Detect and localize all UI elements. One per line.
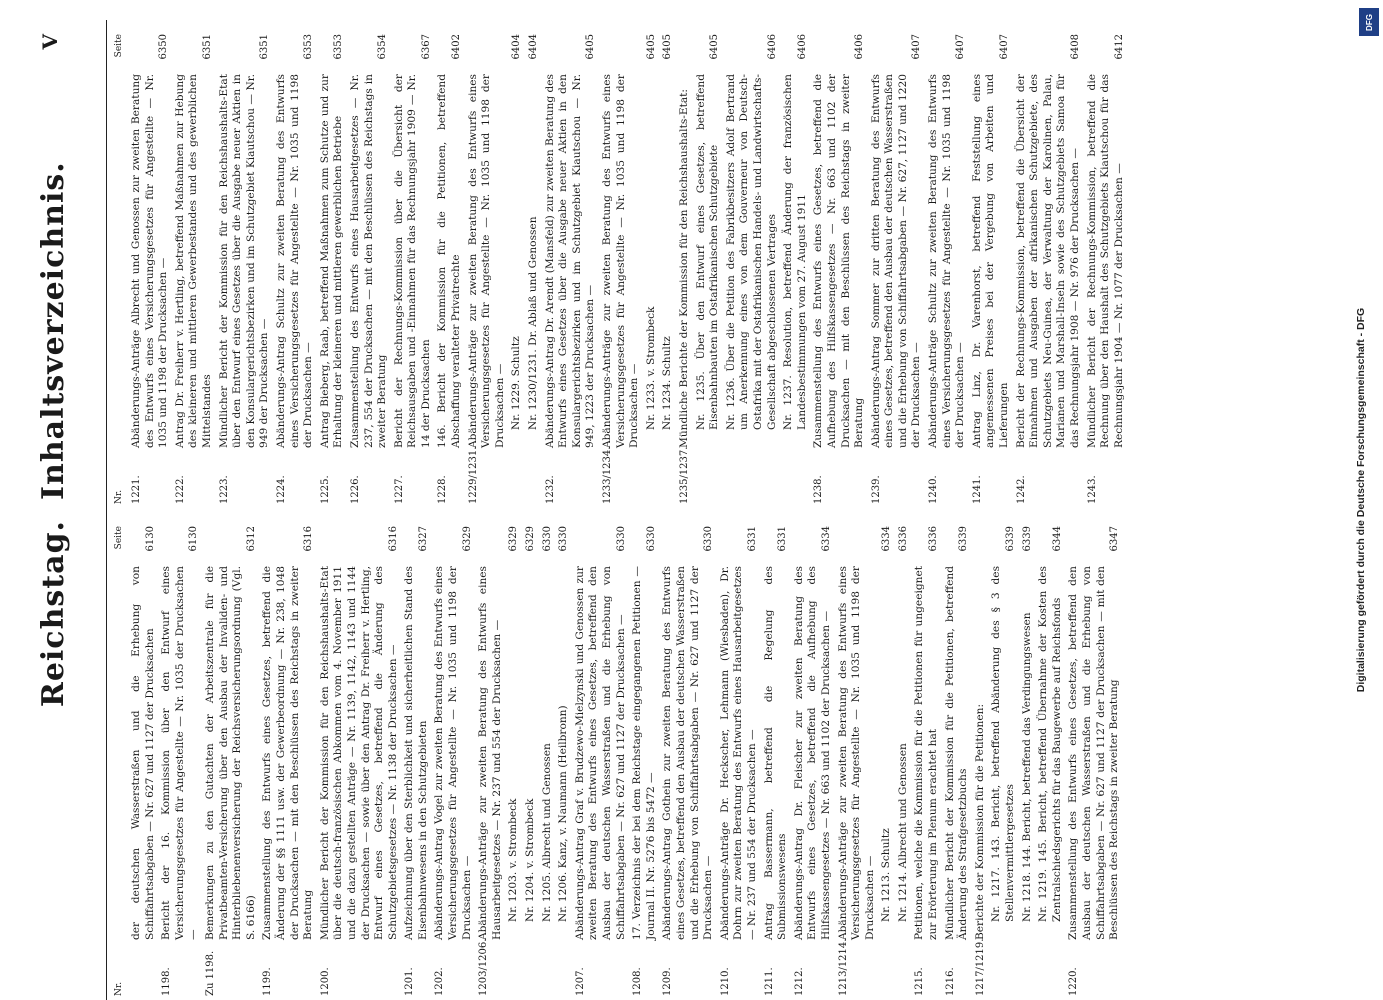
left-entry-list — [130, 526, 1122, 996]
right-entry-list — [130, 34, 1126, 504]
entry-page: 6406 — [854, 34, 866, 60]
entry-page: 6407 — [999, 34, 1011, 60]
dfg-logo-text: DFG — [1364, 13, 1374, 31]
column-header — [114, 34, 130, 504]
page-number: V — [38, 34, 62, 50]
entry-text: Nr. 1230/1231. Dr. Ablaß und Genossen — [527, 216, 540, 430]
index-entry — [812, 34, 866, 504]
entry-page: 6407 — [955, 34, 967, 60]
entry-text: Abänderungs-Anträge Albrecht und Genossen zur zweiten Beratung des Entwurfs eines Versicherungsgesetzes für Angestellte — Nr. 1035 und 1198 der Drucksachen — — [130, 74, 170, 448]
entry-page: 6353 — [303, 34, 315, 60]
entry-page: 6312 — [245, 526, 257, 552]
entry-text: Zusammenstellung des Entwurfs eines Gesetzes, betreffend den Ausbau der deutschen Wasserstraßen und die Erhebung von Schiffahrtsabgaben — Nr. 627 und 1127 der Drucksachen — mit den Beschlüssen des Reichstags in zweiter Beratung — [1067, 566, 1121, 940]
index-entry — [524, 526, 538, 996]
entry-page: 6334 — [881, 526, 893, 552]
entry-page: 6405 — [662, 34, 674, 60]
entry-text: Mündlicher Bericht der Kommission für den Reichshaushalts-Etat über den Entwurf eines Gesetzes über die Ausgabe neuer Aktien in den Konsulargerichtsbezirken und im Schutzgebiet Kiautschou — Nr. 949 der Drucksachen — — [217, 74, 271, 448]
entry-page: 6331 — [777, 526, 789, 552]
index-entry — [725, 34, 779, 504]
entry-text: Antrag Bassermann, betreffend die Regelung des Submissionswesens — [762, 566, 789, 940]
left-column — [114, 526, 1334, 996]
entry-text: Mündlicher Bericht der Rechnungs-Kommission, betreffend die Rechnung über den Haushalt des Schutzgebiets Kiautschou für das Rechnungsjahr 1904 — Nr. 1077 der Drucksachen — — [1085, 74, 1125, 448]
entry-page: 6344 — [1051, 526, 1063, 552]
index-entry — [510, 34, 524, 504]
entry-text: Nr. 1234. Schultz — [661, 336, 674, 430]
index-entry — [541, 526, 555, 996]
entry-page: 6353 — [333, 34, 345, 60]
index-entry — [544, 34, 598, 504]
index-entry — [990, 526, 1017, 996]
index-entry — [927, 34, 968, 504]
entry-page: 6354 — [377, 34, 389, 60]
index-entry — [393, 34, 434, 504]
entry-text: Abänderungs-Anträge Schultz zur zweiten Beratung des Entwurfs eines Versicherungsgesetzes für Angestellte — Nr. 1035 und 1198 der Drucksachen — — [927, 74, 967, 448]
column-header — [114, 526, 130, 996]
entry-text: Berichte der Kommission für die Petitionen: — [973, 703, 986, 940]
entry-number: 1227. — [393, 475, 405, 504]
nr-column-label: Nr. — [114, 489, 124, 504]
index-entry — [974, 526, 988, 996]
entry-number: 1223. — [218, 475, 230, 504]
entry-page: 6339 — [1021, 526, 1033, 552]
entry-text: Nr. 1236. Über die Petition des Fabrikbesitzers Adolf Bertrand um Anerkennung eines von dem Gouverneur von Deutsch-Ostafrika mit der Ostafrikanischen Handels- und Landwirtschafts-Gesellschaft abgeschlossenen Vertrages — [724, 74, 778, 430]
entry-text: Nr. 1214. Albrecht und Genossen — [896, 743, 909, 922]
index-entry — [467, 34, 508, 504]
page-column-label: Seite — [114, 526, 124, 550]
entry-page: 6405 — [585, 34, 597, 60]
index-entry — [319, 34, 346, 504]
entry-number: 1235/1237. — [678, 446, 690, 504]
index-entry — [275, 34, 316, 504]
index-entry — [477, 526, 504, 996]
entry-number: 1207. — [574, 967, 586, 996]
entry-text: Nr. 1233. v. Strombeck — [644, 306, 657, 430]
entry-number: 1222. — [174, 475, 186, 504]
entry-number: 1238. — [813, 475, 825, 504]
entry-page: 6402 — [451, 34, 463, 60]
entry-page: 6405 — [709, 34, 721, 60]
entry-page: 6329 — [525, 526, 537, 552]
entry-text: Abänderungs-Anträge zur zweiten Beratung des Entwurfs eines Versicherungsgesetzes für Angestellte — Nr. 1035 und 1198 der Drucksachen — — [601, 74, 641, 448]
index-entry — [557, 526, 571, 996]
entry-page: 6405 — [645, 34, 657, 60]
entry-page: 6336 — [928, 526, 940, 552]
index-entry — [261, 526, 315, 996]
entry-text: Nr. 1218. 144. Bericht, betreffend das Verdingungswesen — [1020, 612, 1033, 922]
index-entry — [130, 34, 171, 504]
entry-page: 6404 — [528, 34, 540, 60]
index-entry — [319, 526, 401, 996]
entry-page: 6330 — [541, 526, 553, 552]
entry-text: Nr. 1237. Resolution, betreffend Änderung der französischen Landesbestimmungen vom 27. August 1911 — [782, 74, 808, 430]
index-entry — [695, 34, 722, 504]
entry-number: 1232. — [544, 475, 556, 504]
entry-number: 1225. — [319, 475, 331, 504]
index-entry — [527, 34, 541, 504]
entry-text: Mündlicher Bericht der Kommission für den Reichshaushalts-Etat über die deutsch-französischen Abkommen vom 4. November 1911 und die dazu gestellten Anträge — Nr. 1139, 1142, 1143 und 1144 der Drucksachen — sowie über den Antrag Dr. Freiherr v. Hertling, Entwurf eines Gesetzes, betreffend die Änderung des Schutzgebietsgesetzes — Nr. 1138 der Drucksachen — — [318, 566, 399, 940]
entry-text: Bericht der 16. Kommission über den Entwurf eines Versicherungsgesetzes für Angestellte — Nr. 1035 der Drucksachen — — [160, 566, 200, 940]
entry-number: 1224. — [275, 475, 287, 504]
entry-page: 6316 — [303, 526, 315, 552]
entry-page: 6336 — [897, 526, 909, 552]
index-entry — [661, 526, 715, 996]
index-entry — [1086, 34, 1127, 504]
index-entry — [507, 526, 521, 996]
entry-text: Aufzeichnung über den Sterblichkeit und sicherheitlichen Stand des Eisenbahnwesens in den Schutzgebieten — [403, 566, 429, 940]
footer-credit: Digitalisierung gefördert durch die Deutsche Forschungsgemeinschaft - DFG — [1355, 307, 1367, 693]
entry-number: 1240. — [928, 475, 940, 504]
entry-text: Nr. 1217. 143. Bericht, betreffend Abänderung des § 3 des Stellenvermittlergesetzes — [990, 566, 1017, 922]
index-entry — [678, 34, 692, 504]
index-entry — [403, 526, 430, 996]
entry-number: 1220. — [1068, 967, 1080, 996]
entry-text: Abänderungs-Antrag Sommer zur dritten Beratung des Entwurfs eines Gesetzes, betreffend den Ausbau der deutschen Wasserstraßen und die Erhebung von Schiffahrtsabgaben — Nr. 627, 1127 und 1220 der Drucksachen — — [869, 74, 923, 448]
entry-text: Abänderungs-Antrag Vogel zur zweiten Beratung des Entwurfs eines Versicherungsgesetzes für Angestellte — Nr. 1035 und 1198 der Drucksachen — — [433, 566, 473, 940]
index-entry — [870, 34, 924, 504]
entry-number: 1215. — [914, 967, 926, 996]
index-entry — [782, 34, 809, 504]
entry-number: 1243. — [1086, 475, 1098, 504]
index-entry — [1021, 526, 1035, 996]
entry-number: 1208. — [632, 967, 644, 996]
entry-page: 6407 — [911, 34, 923, 60]
entry-page: 6330 — [703, 526, 715, 552]
entry-text: Bericht der Rechnungs-Kommission, betreffend die Übersicht der Einnahmen und Ausgaben der afrikanischen Schutzgebiete, des Schutzgebiets Neu-Guinea, der Verwaltung der Karolinen, Palau, Marianen und Marshall-Inseln sowie des Schutzgebiets Samoa für das Rechnungsjahr 1908 — Nr. 976 der Drucksachen — — [1014, 74, 1081, 448]
entry-number: 1199. — [262, 967, 274, 996]
entry-number: 1216. — [944, 967, 956, 996]
entry-text: Zusammenstellung des Entwurfs eines Hausarbeitgesetzes — Nr. 237, 554 der Drucksachen — mit den Beschlüssen des Reichstags in zweiter Beratung — [348, 74, 389, 448]
entry-number: 1233/1234. — [602, 446, 613, 504]
index-entry — [174, 34, 215, 504]
page-header — [22, 20, 107, 1000]
entry-text: Antrag Dr. Freiherr v. Hertling, betreffend Maßnahmen zur Hebung des kleineren und mittleren Gewerbestandes und des gewerblichen Mittelstandes — [173, 74, 213, 448]
entry-text: Abänderungs-Anträge Dr. Heckscher, Lehmann (Wiesbaden), Dr. Dohrn zur zweiten Beratung des Entwurfs eines Hausarbeitgesetzes — Nr. 237 und 554 der Drucksachen — — [718, 566, 758, 940]
entry-number: 1213/1214. — [837, 938, 849, 996]
index-entry — [661, 34, 675, 504]
index-entry — [645, 34, 659, 504]
entry-text: 146. Bericht der Kommission für die Petitionen, betreffend Abschaffung veralteter Privatrechte — [436, 74, 463, 448]
index-entry — [944, 526, 971, 996]
entry-text: Petitionen, welche die Kommission für die Petitionen für ungeeignet zur Erörterung im Plenum erachtet hat — [913, 566, 940, 940]
index-entry — [160, 526, 201, 996]
entry-page: 6404 — [511, 34, 523, 60]
page-title-right: Inhaltsverzeichnis. — [36, 161, 71, 500]
entry-page: 6412 — [1113, 34, 1125, 60]
entry-page: 6408 — [1070, 34, 1081, 60]
entry-page: 6329 — [461, 526, 473, 552]
index-entry — [1067, 526, 1121, 996]
entry-text: Nr. 1229. Schultz — [510, 336, 523, 430]
entry-number: 1228. — [437, 475, 449, 504]
entry-number: 1202. — [434, 967, 446, 996]
entry-text: Abänderungs-Anträge zur zweiten Beratung des Entwurfs eines Versicherungsgesetzes für Angestellte — Nr. 1035 und 1198 der Drucksachen — — [836, 566, 876, 940]
index-entry — [913, 526, 940, 996]
entry-number: 1209. — [662, 967, 674, 996]
entry-text: Mündliche Berichte der Kommission für den Reichshaushalts-Etat: — [677, 89, 690, 448]
entry-number: 1226. — [349, 475, 361, 504]
entry-number: 1239. — [870, 475, 882, 504]
entry-number: Zu 1198. — [204, 950, 216, 996]
entry-number: 1241. — [971, 475, 983, 504]
index-entry — [763, 526, 790, 996]
entry-page: 6327 — [417, 526, 429, 552]
entry-number: 1210. — [719, 967, 731, 996]
entry-page: 6347 — [1109, 526, 1121, 552]
entry-page: 6350 — [158, 34, 170, 60]
entry-text: Zusammenstellung des Entwurfs eines Gesetzes, betreffend die Änderung der §§ 1111 usw. der Gewerbeordnung — Nr. 238, 1048 der Drucksachen — mit den Beschlüssen des Reichstags in zweiter Beratung — [261, 566, 315, 940]
entry-page: 6334 — [820, 526, 832, 552]
index-entry — [1037, 526, 1064, 996]
entry-text: Antrag Bieberg, Raab, betreffend Maßnahmen zum Schutze und zur Erhaltung der kleineren und mittleren gewerblichen Betriebe — [318, 74, 345, 448]
entry-number: 1212. — [793, 967, 805, 996]
entry-number: 1200. — [319, 967, 331, 996]
entry-text: Mündlicher Bericht der Kommission für die Petitionen, betreffend Änderung des Strafgesetzbuchs — [943, 566, 970, 940]
index-entry — [436, 34, 463, 504]
entry-number: 1242. — [1015, 475, 1027, 504]
index-entry — [130, 526, 157, 996]
entry-text: Zusammenstellung des Entwurfs eines Gesetzes, betreffend die Aufhebung des Hilfskassengesetzes — Nr. 663 und 1102 der Drucksachen — mit den Beschlüssen des Reichstags in zweiter Beratung — [812, 74, 866, 448]
index-entry — [880, 526, 894, 996]
entry-number: 1217/1219. — [974, 938, 986, 996]
entry-page: 6331 — [746, 526, 758, 552]
index-entry — [218, 34, 272, 504]
entry-text: Nr. 1235. Über den Entwurf eines Gesetzes, betreffend Eisenbahnbauten im Ostafrikanischen Schutzgebiete — [694, 74, 721, 430]
entry-number: 1203/1206. — [478, 938, 490, 996]
entry-page: 6330 — [558, 526, 570, 552]
entry-text: Nr. 1206. Kanz, v. Naumann (Heilbronn) — [557, 705, 570, 922]
entry-text: Nr. 1213. Schultz — [880, 828, 893, 922]
entry-page: 6130 — [144, 526, 156, 552]
entry-page: 6339 — [1005, 526, 1017, 552]
entry-page: 6351 — [259, 34, 271, 60]
scanned-page — [22, 20, 1352, 1000]
entry-page: 6351 — [201, 34, 213, 60]
entry-number: 1201. — [404, 967, 416, 996]
entry-text: Abänderungs-Antrag Dr. Fleischer zur zweiten Beratung des Entwurfs eines Gesetzes, betreffend die Aufhebung des Hilfskassengesetzes — Nr. 663 und 1102 der Drucksachen — — [792, 566, 832, 940]
index-entry — [574, 526, 628, 996]
dfg-logo-icon — [1359, 8, 1379, 36]
entry-text: Nr. 1204. v. Strombeck — [524, 798, 537, 922]
index-entry — [971, 34, 1012, 504]
index-entry — [719, 526, 760, 996]
right-column — [114, 34, 1334, 504]
entry-page: 6330 — [615, 526, 627, 552]
entry-text: Abänderungs-Anträge zur zweiten Beratung des Entwurfs eines Versicherungsgesetzes für Angestellte — Nr. 1035 und 1198 der Drucksachen — — [466, 74, 506, 448]
entry-page: 6367 — [420, 34, 432, 60]
entry-text: Nr. 1203. v. Strombeck — [507, 798, 520, 922]
index-entry — [601, 34, 642, 504]
entry-number: 1198. — [161, 967, 173, 996]
entry-text: Nr. 1205. Albrecht und Genossen — [540, 743, 553, 922]
entry-text: Abänderungs-Anträge zur zweiten Beratung des Entwurfs eines Hausarbeitgesetzes — Nr. 237 und 554 der Drucksachen — — [477, 566, 503, 940]
index-entry — [433, 526, 474, 996]
entry-text: Abänderungs-Antrag Dr. Arendt (Mansfeld) zur zweiten Beratung des Entwurfs eines Gesetzes über die Ausgabe neuer Aktien in den Konsulargerichtsbezirken und im Schutzgebiet Kiautschou — Nr. 949, 1223 der Drucksachen — — [543, 74, 597, 448]
index-entry — [204, 526, 258, 996]
entry-text: Antrag Linz, Dr. Varenhorst, betreffend Feststellung eines angemessenen Preises bei der Vergebung von Arbeiten und Lieferungen — [970, 74, 1011, 448]
entry-page: 6406 — [766, 34, 778, 60]
page-title-left: Reichstag. — [36, 520, 71, 708]
entry-number: 1221. — [131, 475, 142, 504]
entry-page: 6329 — [508, 526, 520, 552]
entry-number: 1211. — [763, 967, 775, 996]
index-entry — [793, 526, 834, 996]
entry-page: 6316 — [387, 526, 399, 552]
entry-page: 6330 — [645, 526, 657, 552]
page-column-label: Seite — [114, 34, 124, 58]
entry-number: 1229/1231. — [467, 446, 479, 504]
index-entry — [1015, 34, 1083, 504]
entry-text: 17. Verzeichnis der bei dem Reichstage eingegangenen Petitionen — Journal II. Nr. 5276 bis 5472 — — [631, 566, 657, 940]
entry-text: Bericht der Rechnungs-Kommission über die Übersicht der Reichsausgaben und -Einnahmen für das Rechnungsjahr 1909 — Nr. 14 der Drucksachen — [392, 74, 432, 448]
entry-text: Bemerkungen zu den Gutachten der Arbeitszentrale für die Privatbeamten-Versicherung über den Ausbau der Invaliden- und Hinterbliebenenversicherung der Reichsversicherungsordnung (Vgl. S. 6166) — [203, 566, 257, 940]
entry-text: Abänderungs-Antrag Gothein zur zweiten Beratung des Entwurfs eines Gesetzes, betreffend den Ausbau der deutschen Wasserstraßen und die Erhebung von Schiffahrtsabgaben — Nr. 627 und 1127 der Drucksachen — — [661, 566, 715, 940]
entry-text: Abänderungs-Antrag Schultz zur zweiten Beratung des Entwurfs eines Versicherungsgesetzes für Angestellte — Nr. 1035 und 1198 der Drucksachen — — [274, 74, 315, 448]
entry-text: der deutschen Wasserstraßen und die Erhebung von Schiffahrtsabgaben — Nr. 627 und 1127 der Drucksachen — [130, 566, 156, 940]
entry-text: Abänderungs-Antrag Graf v. Brudzewo-Mielzynski und Genossen zur zweiten Beratung des Entwurfs eines Gesetzes, betreffend den Ausbau der deutschen Wasserstraßen und die Erhebung von Schiffahrtsabgaben — Nr. 627 und 1127 der Drucksachen — — [573, 566, 627, 940]
entry-page: 6130 — [188, 526, 200, 552]
entry-page: 6339 — [958, 526, 970, 552]
entry-page: 6406 — [796, 34, 808, 60]
index-entry — [631, 526, 658, 996]
entry-text: Nr. 1219. 145. Bericht, betreffend Übernahme der Kosten des Zentralschiedsgerichts für das Baugewerbe auf Reichsfonds — [1037, 566, 1063, 922]
digitization-footer — [1355, 12, 1377, 988]
index-entry — [897, 526, 911, 996]
index-entry — [349, 34, 390, 504]
nr-column-label: Nr. — [114, 981, 124, 996]
index-entry — [837, 526, 878, 996]
